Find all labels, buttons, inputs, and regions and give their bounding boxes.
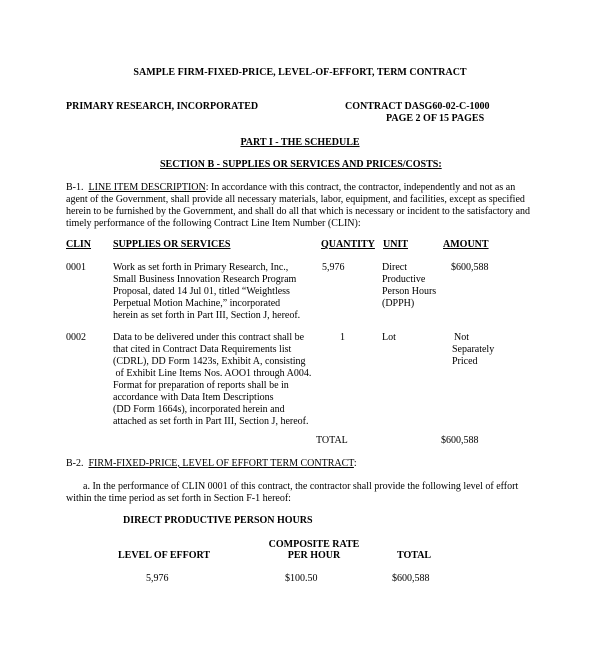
b2-heading-line	[66, 458, 357, 470]
rate-value: $100.50	[285, 573, 318, 584]
desc-line: (CDRL), DD Form 1423s, Exhibit A, consisting	[113, 356, 306, 367]
b2-number: B-2.	[66, 458, 84, 469]
total-amount: $600,588	[441, 435, 479, 446]
b1-first-line	[66, 182, 515, 194]
unit-line: (DPPH)	[382, 298, 415, 309]
row-clin: 0001	[66, 262, 86, 273]
b1-heading: LINE ITEM DESCRIPTION	[88, 182, 206, 193]
col-rate-line-1: PER HOUR	[287, 550, 341, 561]
row-quantity: 1	[340, 332, 345, 343]
row-unit	[382, 262, 442, 310]
desc-line: herein as set forth in Part III, Section J, hereof.	[113, 310, 301, 321]
desc-line: Data to be delivered under this contract shall be	[113, 332, 305, 343]
desc-line: of Exhibit Line Items Nos. AOO1 through A004.	[113, 368, 312, 379]
unit-line: Direct	[382, 262, 407, 273]
b2-heading: FIRM-FIXED-PRICE, LEVEL OF EFFORT TERM CONTRACT	[88, 458, 354, 469]
header-supplies: SUPPLIES OR SERVICES	[113, 239, 231, 250]
company-name: PRIMARY RESEARCH, INCORPORATED	[66, 101, 259, 112]
unit-line: Productive	[382, 274, 426, 285]
row-quantity: 5,976	[322, 262, 345, 273]
row-amount	[452, 332, 512, 368]
header-quantity: QUANTITY	[321, 239, 375, 250]
col-rate-line-0: COMPOSITE RATE	[268, 539, 360, 550]
desc-line: accordance with Data Item Descriptions	[113, 392, 274, 403]
b1-number: B-1.	[66, 182, 84, 193]
amount-line: Priced	[452, 356, 478, 367]
b1-line-0: : In accordance with this contract, the contractor, independently and not as an	[205, 182, 516, 193]
header-unit: UNIT	[383, 239, 409, 250]
col-level-of-effort: LEVEL OF EFFORT	[118, 550, 211, 561]
dpph-heading: DIRECT PRODUCTIVE PERSON HOURS	[123, 515, 313, 526]
row-description	[113, 332, 318, 428]
part-heading: PART I - THE SCHEDULE	[240, 137, 360, 148]
row-unit: Lot	[382, 332, 396, 343]
contract-number: CONTRACT DASG60-02-C-1000	[345, 101, 490, 112]
desc-line: (DD Form 1664s), incorporated herein and	[113, 404, 285, 415]
desc-line: Format for preparation of reports shall be in	[113, 380, 289, 391]
amount-line: Separately	[452, 344, 495, 355]
b2-para-line-0: a. In the performance of CLIN 0001 of this contract, the contractor shall provide the following level of effort	[83, 481, 519, 492]
b1-line-2: herein to be furnished by the Government, and shall do all that which is necessary or incident to the satisfactory and	[66, 206, 531, 217]
b2-colon: :	[353, 458, 357, 469]
b1-line-1: agent of the Government, shall provide all necessary materials, labor, equipment, and facilities, except as specified	[66, 194, 525, 205]
header-clin: CLIN	[66, 239, 92, 250]
header-amount: AMOUNT	[443, 239, 489, 250]
section-heading: SECTION B - SUPPLIES OR SERVICES AND PRICES/COSTS:	[160, 159, 442, 170]
row-amount: $600,588	[451, 262, 489, 273]
amount-line: Not	[454, 332, 469, 343]
unit-line: Person Hours	[382, 286, 437, 297]
b1-line-3: timely performance of the following Contract Line Item Number (CLIN):	[66, 218, 361, 229]
desc-line: that cited in Contract Data Requirements list	[113, 344, 292, 355]
document-title: SAMPLE FIRM-FIXED-PRICE, LEVEL-OF-EFFORT, TERM CONTRACT	[133, 67, 467, 78]
total-label: TOTAL	[316, 435, 348, 446]
total-value: $600,588	[392, 573, 430, 584]
desc-line: Perpetual Motion Machine,” incorporated	[113, 298, 281, 309]
level-value: 5,976	[146, 573, 169, 584]
desc-line: Work as set forth in Primary Research, Inc.,	[113, 262, 289, 273]
col-total: TOTAL	[397, 550, 432, 561]
row-clin: 0002	[66, 332, 86, 343]
desc-line: Proposal, dated 14 Jul 01, titled “Weightless	[113, 286, 290, 297]
page-info: PAGE 2 OF 15 PAGES	[386, 113, 485, 124]
desc-line: attached as set forth in Part III, Section J, hereof.	[113, 416, 309, 427]
b2-para-line-1: within the time period as set forth in Section F-1 hereof:	[66, 493, 291, 504]
row-description	[113, 262, 313, 322]
desc-line: Small Business Innovation Research Program	[113, 274, 297, 285]
